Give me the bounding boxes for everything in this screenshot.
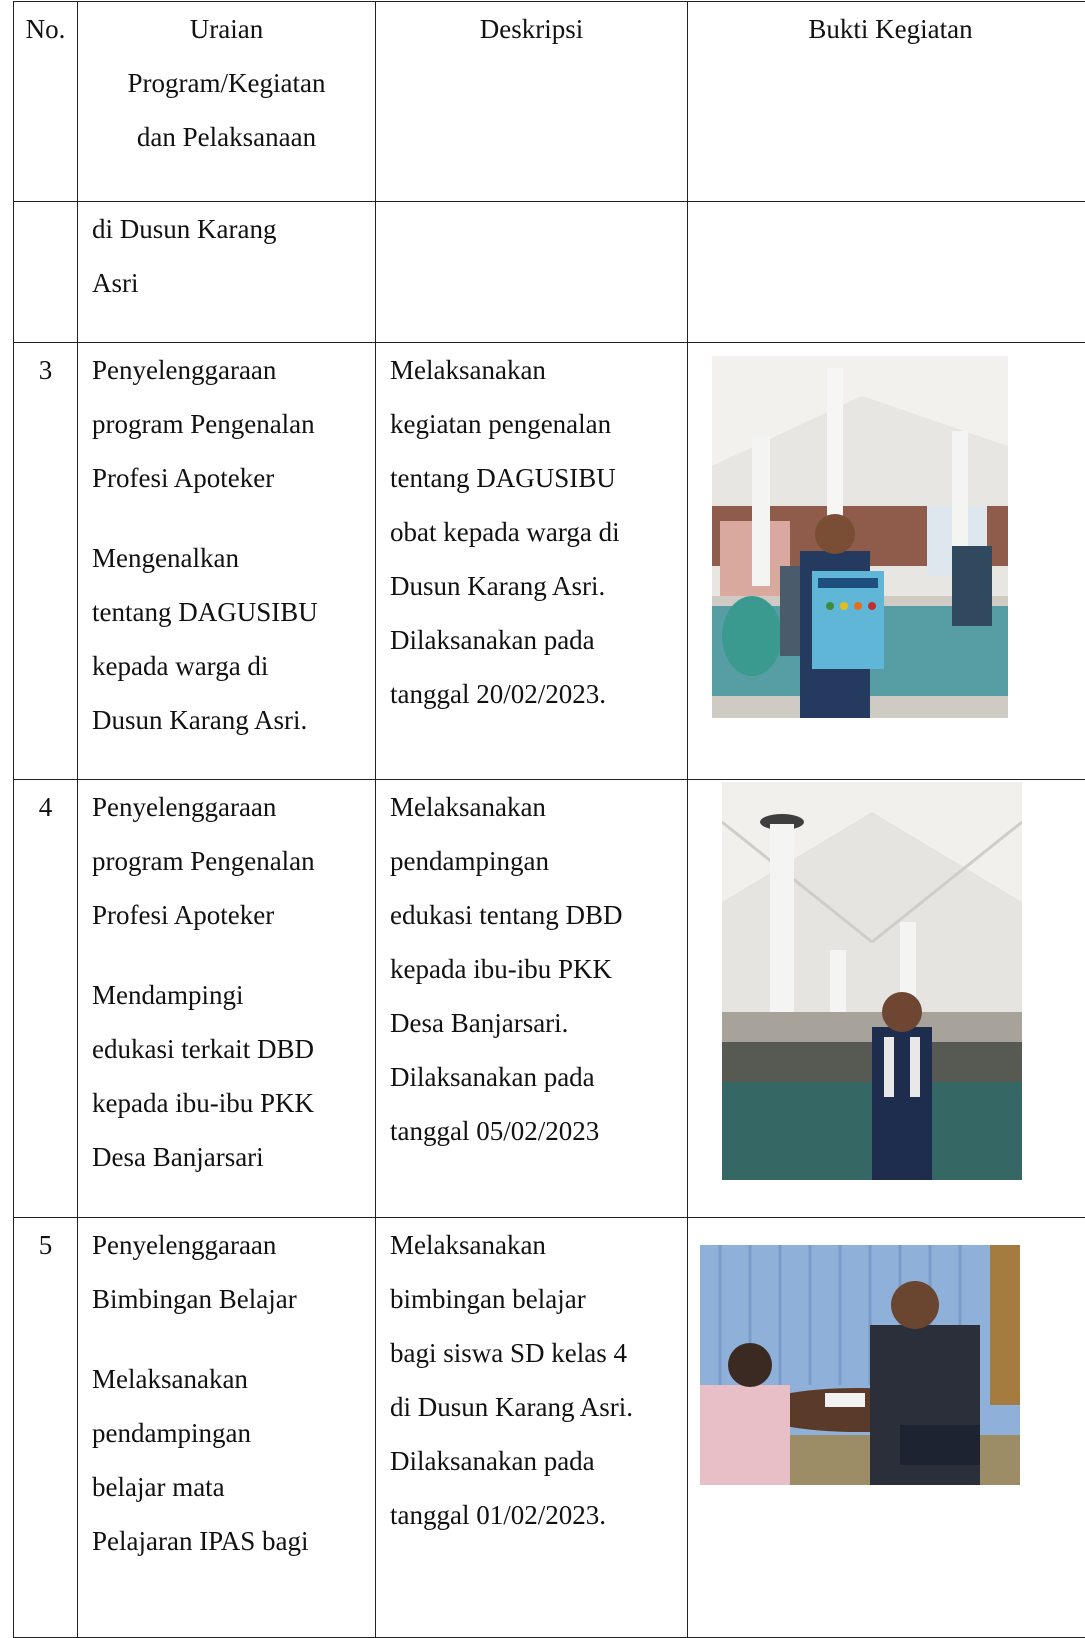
activity-photo [722, 782, 1022, 1180]
row-uraian [78, 780, 376, 1218]
row-program: Penyelenggaraan program Pengenalan Profesi Apoteker [92, 780, 369, 942]
table-row [14, 780, 1085, 1218]
cont-deskripsi [376, 202, 688, 343]
row-program: Penyelenggaraan Bimbingan Belajar [92, 1218, 369, 1326]
row-number: 4 [14, 780, 78, 1218]
cont-bukti [688, 202, 1085, 343]
header-row [14, 2, 1085, 202]
activity-photo [712, 356, 1008, 718]
row-deskripsi: Melaksanakan bimbingan belajar bagi siswa SD kelas 4 di Dusun Karang Asri. Dilaksanakan pada tanggal 01/02/2023. [376, 1218, 688, 1638]
row-number: 5 [14, 1218, 78, 1638]
row-number: 3 [14, 343, 78, 780]
activity-table [13, 1, 1085, 1638]
row-deskripsi: Melaksanakan pendampingan edukasi tentang DBD kepada ibu-ibu PKK Desa Banjarsari. Dilaksanakan pada tanggal 05/02/2023 [376, 780, 688, 1218]
table-row [14, 1218, 1085, 1638]
row-detail: Mendampingi edukasi terkait DBD kepada ibu-ibu PKK Desa Banjarsari [92, 968, 369, 1184]
row-detail: Melaksanakan pendampingan belajar mata Pelajaran IPAS bagi [92, 1352, 369, 1568]
header-uraian: Uraian Program/Kegiatan dan Pelaksanaan [78, 2, 376, 202]
cont-no [14, 202, 78, 343]
table-row [14, 343, 1085, 780]
header-bukti: Bukti Kegiatan [688, 2, 1085, 202]
row-detail: Mengenalkan tentang DAGUSIBU kepada warga di Dusun Karang Asri. [92, 531, 369, 747]
row-bukti [688, 1218, 1085, 1638]
row-uraian [78, 343, 376, 780]
row-deskripsi: Melaksanakan kegiatan pengenalan tentang DAGUSIBU obat kepada warga di Dusun Karang Asri. Dilaksanakan pada tanggal 20/02/2023. [376, 343, 688, 780]
header-no: No. [14, 2, 78, 202]
activity-photo [700, 1245, 1020, 1485]
cont-uraian: di Dusun Karang Asri [78, 202, 376, 343]
row-bukti [688, 343, 1085, 780]
continuation-row [14, 202, 1085, 343]
row-program: Penyelenggaraan program Pengenalan Profesi Apoteker [92, 343, 369, 505]
row-bukti [688, 780, 1085, 1218]
header-deskripsi: Deskripsi [376, 2, 688, 202]
row-uraian [78, 1218, 376, 1638]
